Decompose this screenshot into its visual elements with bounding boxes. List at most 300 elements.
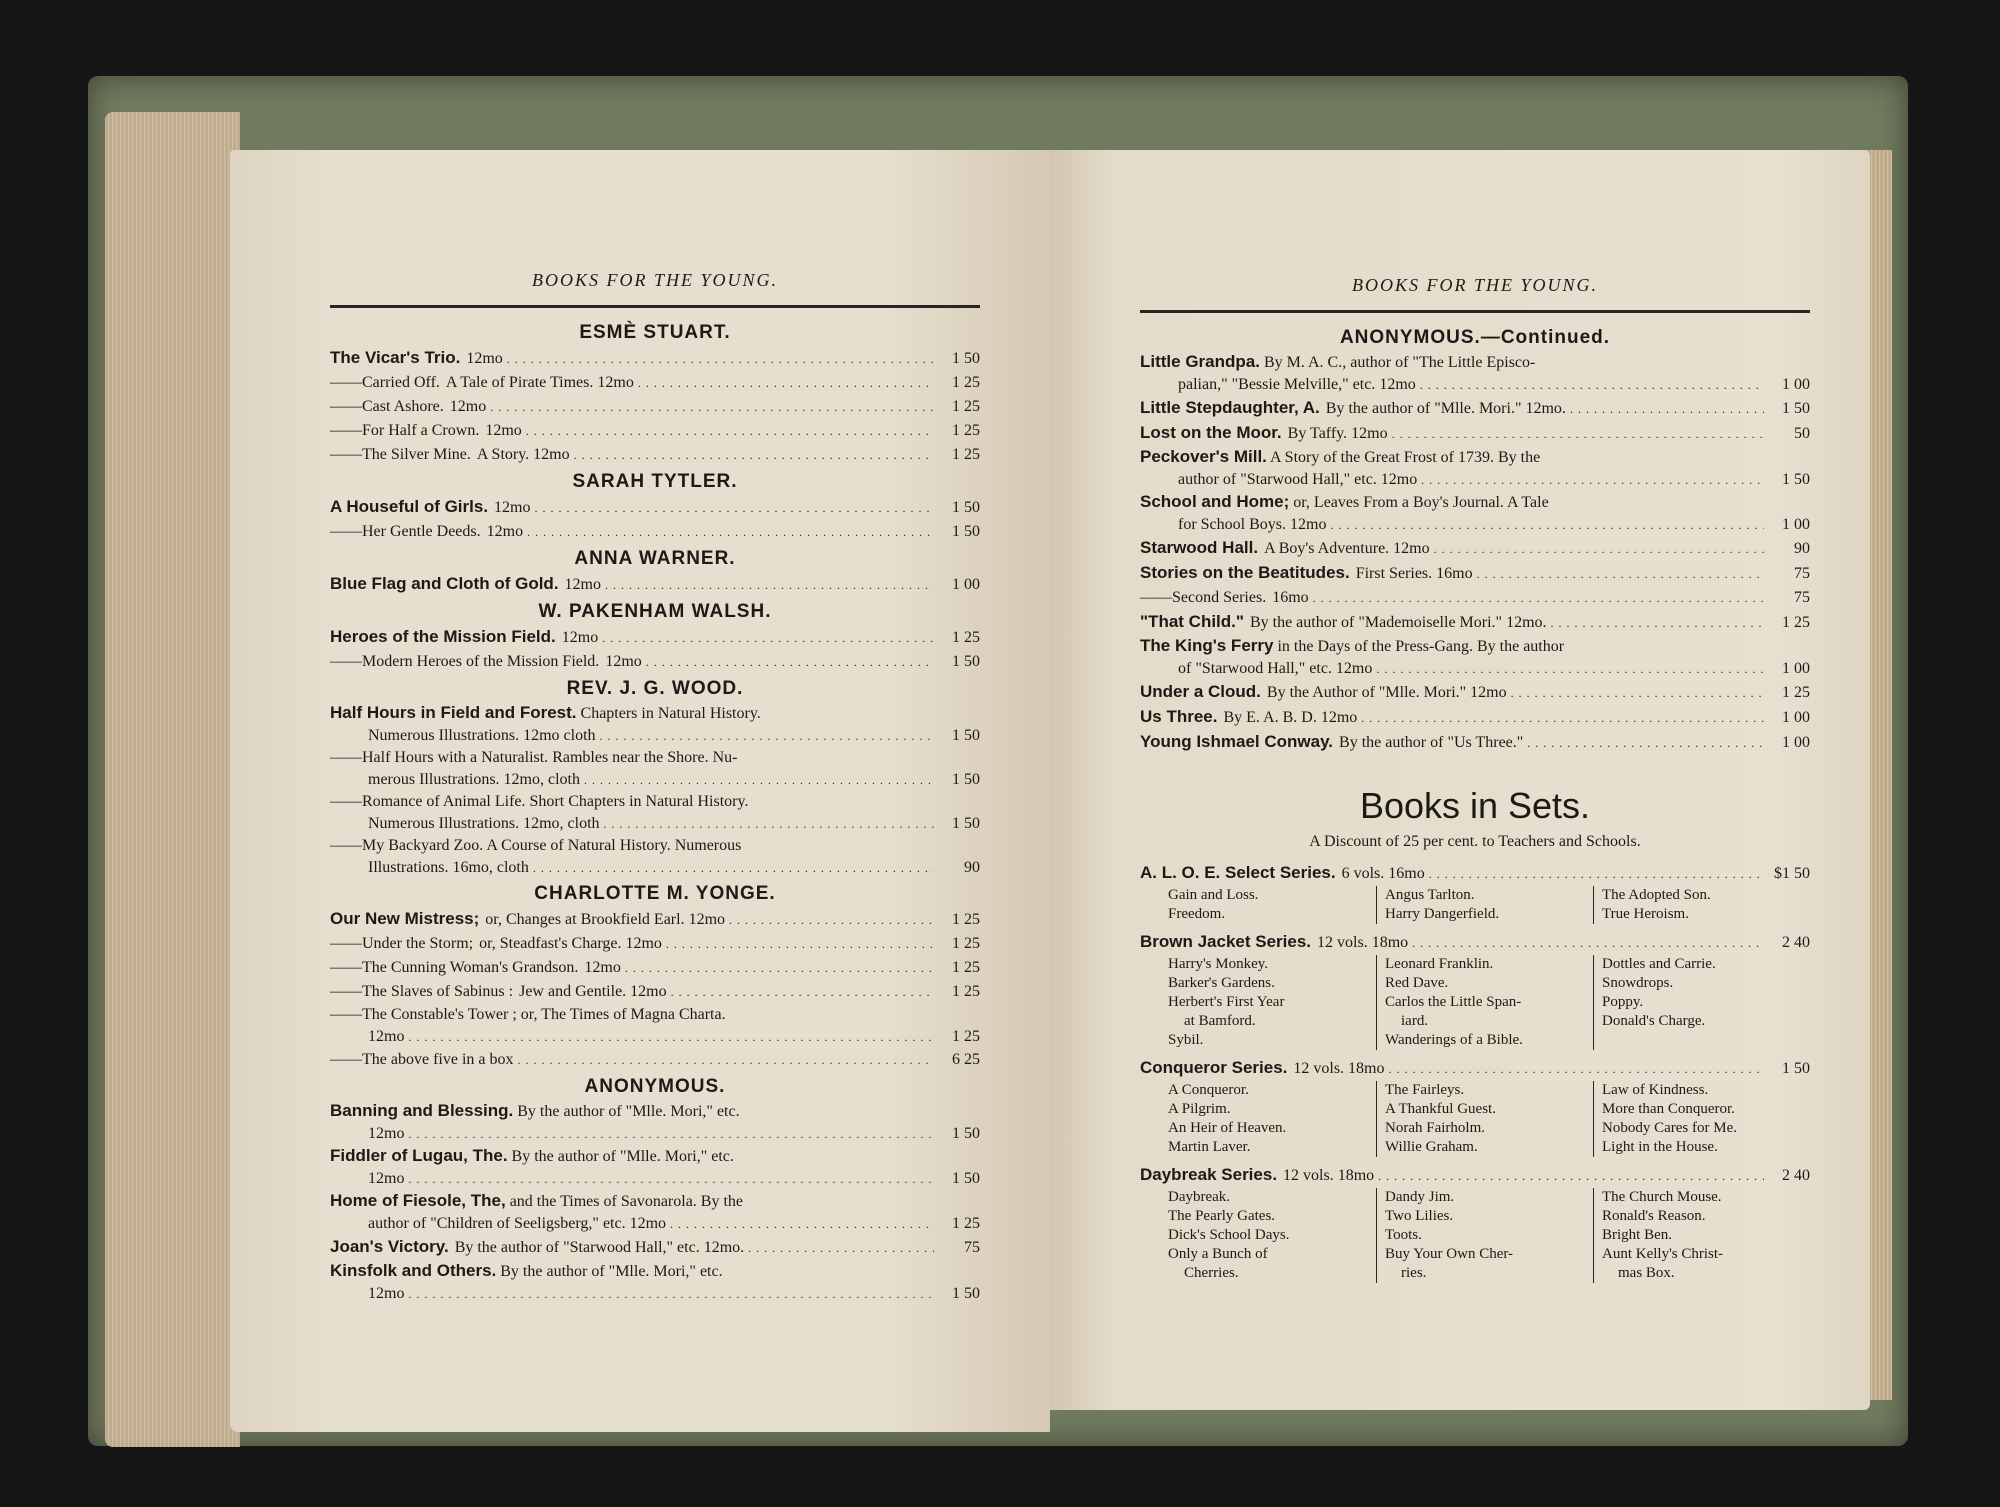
entry-line (1140, 610, 1810, 635)
volume-title: Only a Bunch of (1168, 1246, 1268, 1262)
entry-title: Lost on the Moor. (1140, 423, 1282, 442)
entry-line (1140, 514, 1810, 536)
entry-title: Our New Mistress; (330, 909, 480, 928)
series-block (1140, 1163, 1810, 1283)
catalog-entry (1140, 491, 1810, 536)
volume-title: Leonard Franklin. (1385, 956, 1494, 972)
entry-subtitle: ——Half Hours with a Naturalist. (330, 749, 549, 766)
series-block (1140, 861, 1810, 924)
volume-title: Law of Kindness. (1602, 1082, 1709, 1098)
entry-continuation: 12mo (368, 1285, 405, 1302)
entry-price: 1 50 (952, 771, 980, 788)
entry-line (330, 813, 980, 835)
entry-line (330, 1168, 980, 1190)
series-header (1140, 930, 1810, 955)
leader-dots (1420, 374, 1764, 396)
entry-subtitle: ——The Cunning Woman's Grandson. (330, 959, 579, 976)
volume-title: Ronald's Reason. (1602, 1208, 1706, 1224)
entry-price: 1 00 (1782, 734, 1810, 751)
volume-title: Angus Tarlton. (1385, 887, 1475, 903)
series-title: A. L. O. E. Select Series. (1140, 863, 1336, 882)
volume-column (1376, 1081, 1593, 1157)
entry-description: 12mo (485, 422, 522, 439)
entry-description: 12mo (584, 959, 621, 976)
volume-title: Willie Graham. (1385, 1139, 1478, 1155)
entry-price: 90 (1794, 540, 1810, 557)
volume-column (1593, 886, 1810, 924)
entry-price: 1 25 (952, 959, 980, 976)
entry-price: 1 50 (952, 727, 980, 744)
entry-description: or, Leaves From a Boy's Journal. A Tale (1289, 494, 1549, 511)
entry-line (1140, 396, 1810, 421)
volume-column (1593, 1188, 1810, 1283)
leader-dots (1477, 562, 1764, 586)
catalog-entry (1140, 635, 1810, 680)
catalog-entry (330, 1190, 980, 1235)
leader-dots (490, 395, 934, 419)
entry-line (330, 1283, 980, 1305)
entry-continuation: 12mo (368, 1125, 405, 1142)
entry-description: By Taffy. 12mo (1287, 425, 1388, 442)
leader-dots (574, 443, 934, 467)
entry-line (330, 1190, 980, 1213)
entry-price: 1 50 (952, 523, 980, 540)
entry-description: By the author of "Mlle. Mori," etc. (496, 1263, 723, 1280)
author-heading: CHARLOTTE M. YONGE. (534, 883, 776, 904)
leader-dots (518, 1048, 935, 1072)
volume-column (1376, 955, 1593, 1050)
entry-line (330, 395, 980, 419)
entry-price: 1 25 (952, 629, 980, 646)
entry-line (1140, 586, 1810, 610)
volume-column (1160, 955, 1376, 1050)
entry-continuation: 12mo (368, 1170, 405, 1187)
leader-dots (748, 1236, 934, 1260)
series-price: $1 50 (1774, 865, 1810, 882)
volume-title: Sybil. (1168, 1032, 1204, 1048)
leader-dots (526, 419, 934, 443)
entry-continuation: palian," "Bessie Melville," etc. 12mo (1178, 376, 1416, 393)
entry-line (1140, 446, 1810, 469)
entry-continuation: merous Illustrations. 12mo, cloth (368, 771, 580, 788)
volume-title: iard. (1401, 1013, 1429, 1029)
entry-description: A Story. 12mo (476, 446, 570, 463)
author-heading: ANNA WARNER. (574, 548, 736, 569)
author-heading: ANONYMOUS.—Continued. (1339, 327, 1611, 348)
leader-dots (1376, 658, 1764, 680)
volume-title: The Adopted Son. (1602, 887, 1711, 903)
leader-dots (646, 650, 934, 674)
entry-price: 1 50 (952, 653, 980, 670)
entry-line (1140, 635, 1810, 658)
entry-price: 75 (1794, 589, 1810, 606)
volume-title: Carlos the Little Span- (1385, 994, 1522, 1010)
series-volumes (1140, 955, 1810, 1050)
volume-title: Buy Your Own Cher- (1385, 1246, 1514, 1262)
leader-dots (600, 725, 934, 747)
entry-price: 1 50 (952, 1170, 980, 1187)
entry-line (330, 725, 980, 747)
entry-price: 1 25 (952, 446, 980, 463)
leader-dots (1511, 681, 1764, 705)
entry-price: 1 25 (1782, 614, 1810, 631)
author-heading: REV. J. G. WOOD. (566, 678, 744, 699)
volume-column (1593, 1081, 1810, 1157)
catalog-entry (330, 625, 980, 650)
leader-dots (533, 857, 934, 879)
leader-dots (535, 496, 935, 520)
volume-column (1376, 886, 1593, 924)
entry-description: 12mo (466, 350, 503, 367)
entry-description: By the Author of "Mlle. Mori." 12mo (1266, 684, 1507, 701)
entry-line (330, 520, 980, 544)
series-block (1140, 1056, 1810, 1157)
entry-price: 1 25 (952, 911, 980, 928)
series-volumes (1140, 1081, 1810, 1157)
leader-dots (408, 1168, 934, 1190)
leader-dots (638, 371, 934, 395)
catalog-entry (330, 371, 980, 395)
entry-description: Jew and Gentile. 12mo (519, 983, 667, 1000)
running-head: BOOKS FOR THE YOUNG. (531, 270, 778, 290)
catalog-entry (330, 980, 980, 1004)
leader-dots (1551, 611, 1764, 635)
volume-title: at Bamford. (1184, 1013, 1256, 1029)
catalog-entry (330, 346, 980, 371)
left-page (230, 150, 1050, 1432)
leader-dots (1361, 706, 1764, 730)
entry-price: 50 (1794, 425, 1810, 442)
leader-dots (1389, 1057, 1765, 1081)
volume-title: Cherries. (1184, 1265, 1239, 1281)
entry-title: Young Ishmael Conway. (1140, 732, 1334, 751)
entry-line (330, 419, 980, 443)
catalog-entry (330, 932, 980, 956)
entry-title: Heroes of the Mission Field. (330, 627, 556, 646)
series-title: Conqueror Series. (1140, 1058, 1288, 1077)
series-header (1140, 1056, 1810, 1081)
entry-subtitle: ——Second Series. (1140, 589, 1267, 606)
entry-subtitle: ——Under the Storm; (330, 935, 474, 952)
entry-description: 12mo (564, 576, 601, 593)
volume-title: The Church Mouse. (1602, 1189, 1722, 1205)
entry-price: 1 25 (952, 1028, 980, 1045)
leader-dots (1570, 397, 1764, 421)
entry-line (330, 1260, 980, 1283)
leader-dots (666, 932, 934, 956)
entry-price: 1 50 (952, 1285, 980, 1302)
head-rule (1140, 310, 1810, 313)
volume-column (1376, 1188, 1593, 1283)
catalog-entry (1140, 586, 1810, 610)
catalog-entry (330, 747, 980, 791)
entry-continuation: author of "Children of Seeligsberg," etc. 12mo (368, 1215, 667, 1232)
volume-title: Wanderings of a Bible. (1385, 1032, 1523, 1048)
catalog-entry (1140, 536, 1810, 561)
entry-line (330, 835, 980, 857)
catalog-entry (1140, 730, 1810, 755)
entry-description: A Course of Natural History. Numerous (483, 837, 742, 854)
entry-description: 12mo (605, 653, 642, 670)
entry-line (1140, 374, 1810, 396)
entry-line (330, 625, 980, 650)
entry-description: 16mo (1272, 589, 1309, 606)
catalog-entry (330, 572, 980, 597)
volume-title: Two Lilies. (1385, 1208, 1454, 1224)
entry-description: A Story of the Great Frost of 1739. By the (1266, 449, 1541, 466)
leader-dots (1313, 586, 1764, 610)
entry-line (330, 1213, 980, 1235)
entry-line (1140, 491, 1810, 514)
leader-dots (602, 626, 934, 650)
volume-title: Martin Laver. (1168, 1139, 1251, 1155)
entry-line (330, 1100, 980, 1123)
entry-subtitle: ——My Backyard Zoo. (330, 837, 484, 854)
series-header (1140, 861, 1810, 886)
entry-description: By the author of "Mlle. Mori," etc. (513, 1103, 740, 1120)
author-heading: ESMÈ STUART. (579, 322, 731, 343)
entry-title: "That Child." (1140, 612, 1244, 631)
entry-continuation: Illustrations. 16mo, cloth (368, 859, 529, 876)
entry-title: Stories on the Beatitudes. (1140, 563, 1350, 582)
entry-description: By the author of "Mlle. Mori," etc. (507, 1148, 734, 1165)
catalog-entry (330, 495, 980, 520)
entry-description: A Tale of Pirate Times. 12mo (445, 374, 634, 391)
entry-subtitle: ——Modern Heroes of the Mission Field. (330, 653, 600, 670)
entry-line (1140, 658, 1810, 680)
volume-title: A Conqueror. (1168, 1082, 1249, 1098)
series-description: 12 vols. 18mo (1293, 1060, 1385, 1077)
leader-dots (671, 980, 934, 1004)
entry-line (330, 791, 980, 813)
leader-dots (527, 520, 934, 544)
series-volumes (1140, 886, 1810, 924)
author-heading: ANONYMOUS. (584, 1076, 726, 1097)
catalog-entry (1140, 610, 1810, 635)
volume-title: The Fairleys. (1385, 1082, 1465, 1098)
volume-title: An Heir of Heaven. (1168, 1120, 1287, 1136)
entry-price: 1 00 (1782, 709, 1810, 726)
volume-title: Bright Ben. (1602, 1227, 1672, 1243)
entry-continuation: for School Boys. 12mo (1178, 516, 1327, 533)
entry-price: 75 (964, 1239, 980, 1256)
catalog-entry (330, 956, 980, 980)
entry-price: 1 25 (952, 374, 980, 391)
entry-line (330, 1123, 980, 1145)
entry-description: Chapters in Natural History. (576, 705, 761, 722)
catalog-entry (1140, 421, 1810, 446)
entry-price: 1 00 (1782, 516, 1810, 533)
entry-price: 1 00 (1782, 376, 1810, 393)
entry-line (330, 857, 980, 879)
entry-continuation: author of "Starwood Hall," etc. 12mo (1178, 471, 1418, 488)
catalog-entry (330, 1048, 980, 1072)
catalog-entry (330, 419, 980, 443)
volume-title: ries. (1401, 1265, 1427, 1281)
entry-continuation: Numerous Illustrations. 12mo cloth (368, 727, 596, 744)
entry-price: 1 25 (952, 935, 980, 952)
entry-line (330, 1235, 980, 1260)
series-title: Daybreak Series. (1140, 1165, 1278, 1184)
entry-price: 1 50 (952, 350, 980, 367)
entry-title: A Houseful of Girls. (330, 497, 489, 516)
entry-line (330, 980, 980, 1004)
catalog-entry (330, 791, 980, 835)
entry-subtitle: ——The above five in a box (330, 1051, 514, 1068)
entry-description: By the author of "Starwood Hall," etc. 12mo. (454, 1239, 745, 1256)
entry-line (330, 1026, 980, 1048)
entry-line (330, 907, 980, 932)
catalog-entry (330, 702, 980, 747)
entry-description: or, The Times of Magna Charta. (516, 1006, 726, 1023)
entry-line (1140, 536, 1810, 561)
volume-title: Toots. (1385, 1227, 1422, 1243)
entry-price: 1 50 (952, 1125, 980, 1142)
entry-line (1140, 730, 1810, 755)
series-description: 12 vols. 18mo (1283, 1167, 1375, 1184)
entry-title: Under a Cloud. (1140, 682, 1261, 701)
entry-line (330, 1048, 980, 1072)
entry-price: 1 25 (1782, 684, 1810, 701)
entry-title: Joan's Victory. (330, 1237, 449, 1256)
leader-dots (1434, 537, 1764, 561)
entry-line (330, 495, 980, 520)
volume-title: Freedom. (1168, 906, 1226, 922)
leader-dots (408, 1283, 934, 1305)
sets-subtitle: A Discount of 25 per cent. to Teachers and Schools. (1309, 833, 1641, 850)
entry-description: 12mo (494, 499, 531, 516)
entry-line (1140, 421, 1810, 446)
leader-dots (1378, 1164, 1764, 1188)
entry-line (330, 702, 980, 725)
catalog-entry (330, 395, 980, 419)
leader-dots (625, 956, 934, 980)
volume-title: A Pilgrim. (1168, 1101, 1231, 1117)
entry-line (330, 1145, 980, 1168)
catalog-entry (330, 1260, 980, 1305)
leader-dots (670, 1213, 934, 1235)
volume-title: Red Dave. (1385, 975, 1449, 991)
leader-dots (1527, 731, 1764, 755)
volume-title: mas Box. (1618, 1265, 1675, 1281)
entry-title: The Vicar's Trio. (330, 348, 461, 367)
volume-column (1160, 1081, 1376, 1157)
entry-continuation: of "Starwood Hall," etc. 12mo (1178, 660, 1373, 677)
entry-price: 1 25 (952, 983, 980, 1000)
catalog-entry (1140, 680, 1810, 705)
entry-subtitle: ——For Half a Crown. (330, 422, 480, 439)
volume-title: Dottles and Carrie. (1602, 956, 1716, 972)
entry-description: or, Steadfast's Charge. 12mo (479, 935, 662, 952)
entry-description: A Boy's Adventure. 12mo (1264, 540, 1430, 557)
entry-description: 12mo (486, 523, 524, 540)
series-price: 2 40 (1782, 1167, 1810, 1184)
entry-price: 90 (964, 859, 980, 876)
entry-line (1140, 351, 1810, 374)
entry-title: Little Grandpa. (1140, 352, 1260, 371)
catalog-entry (1140, 396, 1810, 421)
entry-price: 1 25 (952, 398, 980, 415)
entry-subtitle: ——Cast Ashore. (330, 398, 444, 415)
entry-line (1140, 705, 1810, 730)
entry-title: Half Hours in Field and Forest. (330, 703, 577, 722)
volume-title: Donald's Charge. (1602, 1013, 1706, 1029)
catalog-entry (330, 907, 980, 932)
leader-dots (507, 347, 934, 371)
volume-column (1160, 1188, 1376, 1283)
entry-line (330, 371, 980, 395)
entry-description: By the author of "Mlle. Mori." 12mo. (1325, 400, 1566, 417)
entry-title: Blue Flag and Cloth of Gold. (330, 574, 559, 593)
entry-title: Starwood Hall. (1140, 538, 1259, 557)
entry-title: Little Stepdaughter, A. (1140, 398, 1320, 417)
entry-line (1140, 561, 1810, 586)
entry-line (1140, 469, 1810, 491)
series-title: Brown Jacket Series. (1140, 932, 1312, 951)
entry-line (330, 650, 980, 674)
entry-continuation: 12mo (368, 1028, 405, 1045)
catalog-entry (330, 1004, 980, 1048)
volume-column (1593, 955, 1810, 1050)
volume-title: A Thankful Guest. (1385, 1101, 1496, 1117)
entry-price: 1 50 (952, 499, 980, 516)
series-block (1140, 930, 1810, 1050)
running-head: BOOKS FOR THE YOUNG. (1351, 275, 1598, 295)
volume-title: Aunt Kelly's Christ- (1602, 1246, 1724, 1262)
entry-line (330, 572, 980, 597)
entry-continuation: Numerous Illustrations. 12mo, cloth (368, 815, 600, 832)
entry-subtitle: ——The Slaves of Sabinus : (330, 983, 514, 1000)
entry-line (330, 747, 980, 769)
entry-title: Fiddler of Lugau, The. (330, 1146, 508, 1165)
entry-description: or, Changes at Brookfield Earl. 12mo (485, 911, 726, 928)
volume-title: Norah Fairholm. (1385, 1120, 1485, 1136)
entry-description: By M. A. C., author of "The Little Episco- (1259, 354, 1536, 371)
entry-title: Home of Fiesole, The, (330, 1191, 506, 1210)
entry-price: 1 50 (1782, 471, 1810, 488)
catalog-entry (330, 1100, 980, 1145)
catalog-entry (1140, 446, 1810, 491)
entry-subtitle: ——Carried Off. (330, 374, 440, 391)
right-page (1050, 150, 1870, 1410)
volume-title: Poppy. (1602, 994, 1644, 1010)
series-description: 6 vols. 16mo (1341, 865, 1425, 882)
left-sections (330, 322, 980, 1305)
leader-dots (729, 908, 934, 932)
leader-dots (1429, 862, 1764, 886)
leader-dots (408, 1026, 934, 1048)
volume-title: Herbert's First Year (1168, 994, 1285, 1010)
entry-description: By E. A. B. D. 12mo (1223, 709, 1358, 726)
volume-title: Nobody Cares for Me. (1602, 1120, 1737, 1136)
leader-dots (1421, 469, 1764, 491)
entry-description: 12mo (449, 398, 487, 415)
catalog-entry (1140, 561, 1810, 586)
entry-title: Us Three. (1140, 707, 1218, 726)
catalog-entry (330, 443, 980, 467)
leader-dots (1392, 422, 1764, 446)
entry-subtitle: ——The Silver Mine. (330, 446, 471, 463)
volume-title: Dick's School Days. (1168, 1227, 1290, 1243)
entry-price: 6 25 (952, 1051, 980, 1068)
catalog-entry (330, 835, 980, 879)
author-heading: SARAH TYTLER. (572, 471, 738, 492)
leader-dots (1412, 931, 1764, 955)
entry-line (330, 956, 980, 980)
catalog-entry (1140, 705, 1810, 730)
catalog-entry (330, 650, 980, 674)
volume-title: Dandy Jim. (1385, 1189, 1455, 1205)
